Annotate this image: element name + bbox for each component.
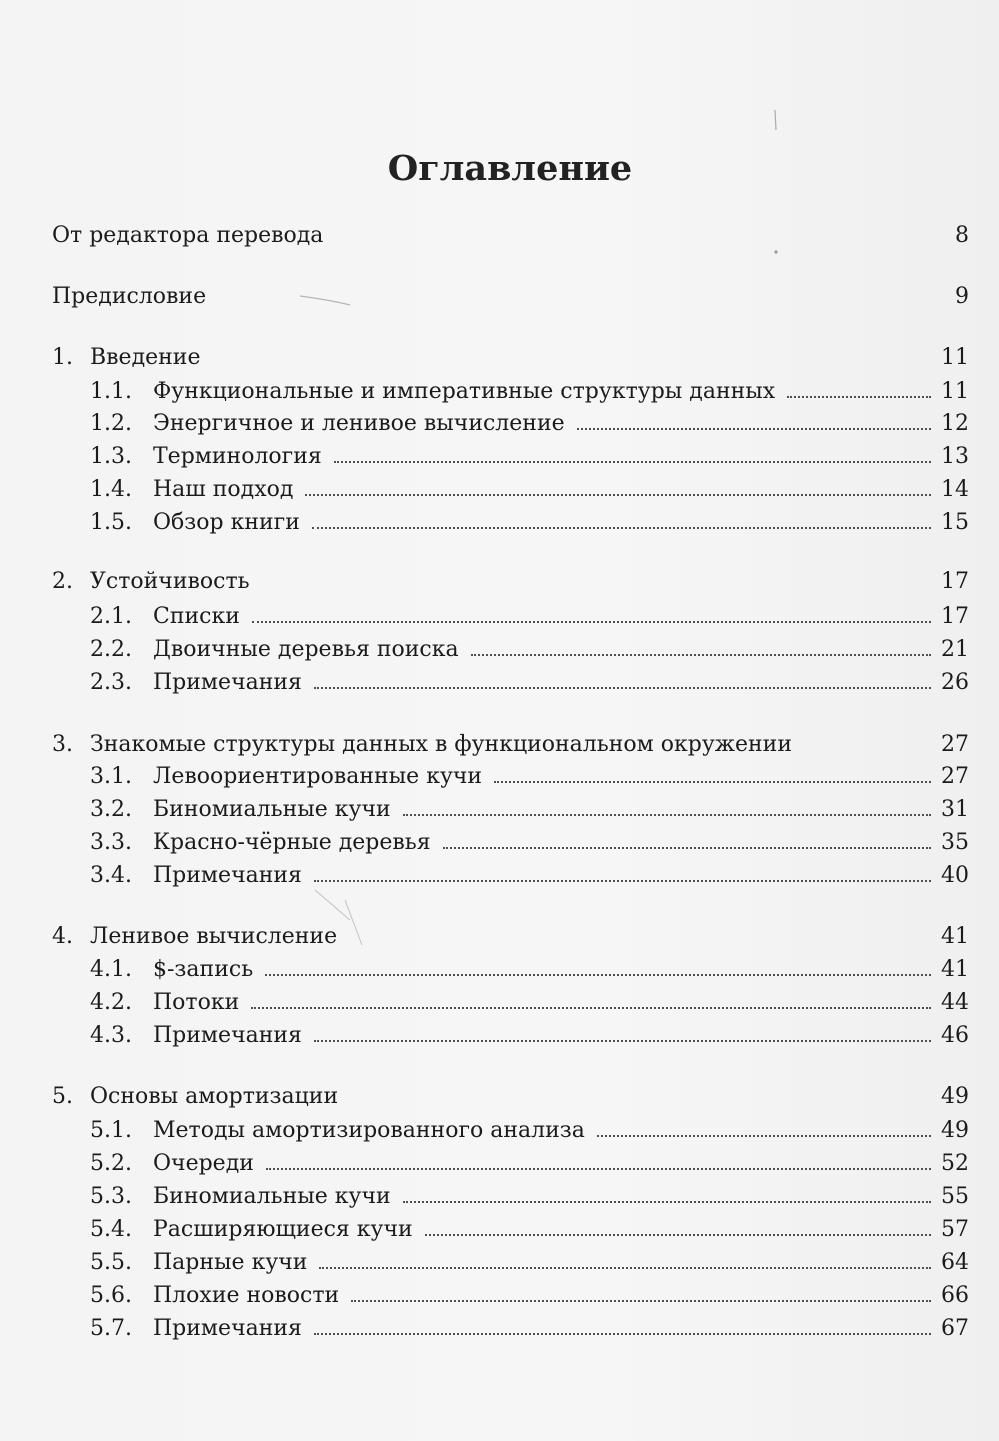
toc-section-5-7[interactable]	[90, 1314, 969, 1344]
chapter-page: 49	[941, 1084, 969, 1109]
dot-leader	[403, 1200, 931, 1203]
section-label: Примечания	[153, 1023, 302, 1048]
dot-leader	[577, 427, 931, 430]
chapter-number: 1.	[52, 345, 73, 370]
toc-section-5-6[interactable]	[90, 1281, 969, 1311]
toc-entry-page: 9	[955, 284, 969, 309]
toc-section-5-1[interactable]	[90, 1116, 969, 1146]
section-page: 66	[941, 1283, 969, 1308]
section-page: 12	[941, 411, 969, 436]
section-number: 2.2.	[90, 637, 132, 662]
dot-leader	[265, 973, 931, 976]
toc-entry-page: 8	[955, 223, 969, 248]
dot-leader	[597, 1134, 931, 1137]
section-page: 15	[941, 510, 969, 535]
section-number: 5.5.	[90, 1250, 132, 1275]
dot-leader	[252, 620, 931, 623]
section-label: Обзор книги	[153, 510, 300, 535]
section-page: 35	[941, 830, 969, 855]
dot-leader	[305, 493, 931, 496]
dot-leader	[494, 780, 931, 783]
dot-leader	[471, 653, 931, 656]
section-page: 40	[941, 863, 969, 888]
dot-leader	[334, 460, 931, 463]
toc-section-4-2[interactable]	[90, 988, 969, 1018]
toc-section-3-1[interactable]	[90, 762, 969, 792]
chapter-label: Устойчивость	[90, 569, 250, 594]
chapter-page: 27	[941, 732, 969, 757]
section-label: Левоориентированные кучи	[153, 764, 483, 789]
section-number: 2.1.	[90, 604, 132, 629]
section-page: 46	[941, 1023, 969, 1048]
section-label: Очереди	[153, 1151, 254, 1176]
dot-leader	[314, 879, 931, 882]
dot-leader	[425, 1233, 931, 1236]
toc-section-4-3[interactable]	[90, 1021, 969, 1051]
toc-section-1-2[interactable]	[90, 409, 969, 439]
section-page: 21	[941, 637, 969, 662]
toc-section-1-5[interactable]	[90, 508, 969, 538]
dot-leader	[266, 1167, 931, 1170]
toc-section-5-4[interactable]	[90, 1215, 969, 1245]
toc-section-4-1[interactable]	[90, 955, 969, 985]
chapter-number: 5.	[52, 1084, 73, 1109]
section-label: Красно-чёрные деревья	[153, 830, 431, 855]
section-label: Энергичное и ленивое вычисление	[153, 411, 565, 436]
section-number: 3.3.	[90, 830, 132, 855]
section-number: 1.1.	[90, 379, 132, 404]
toc-chapter-3[interactable]	[52, 730, 969, 760]
section-number: 2.3.	[90, 670, 132, 695]
section-number: 1.5.	[90, 510, 132, 535]
dot-leader	[787, 395, 931, 398]
section-number: 4.3.	[90, 1023, 132, 1048]
section-label: Списки	[153, 604, 240, 629]
section-number: 5.1.	[90, 1118, 132, 1143]
toc-section-2-2[interactable]	[90, 635, 969, 665]
section-number: 3.1.	[90, 764, 132, 789]
toc-section-2-1[interactable]	[90, 602, 969, 632]
section-label: Плохие новости	[153, 1283, 340, 1308]
section-page: 67	[941, 1316, 969, 1341]
section-page: 17	[941, 604, 969, 629]
section-page: 44	[941, 990, 969, 1015]
section-page: 31	[941, 797, 969, 822]
section-number: 1.4.	[90, 477, 132, 502]
section-number: 4.1.	[90, 957, 132, 982]
toc-section-5-2[interactable]	[90, 1149, 969, 1179]
dot-leader	[251, 1006, 931, 1009]
chapter-label: Основы амортизации	[90, 1084, 339, 1109]
section-number: 1.3.	[90, 444, 132, 469]
section-number: 5.4.	[90, 1217, 132, 1242]
toc-entry-label: Предисловие	[52, 284, 207, 309]
toc-entry-front-preface[interactable]	[52, 282, 969, 312]
chapter-page: 41	[941, 924, 969, 949]
toc-section-5-3[interactable]	[90, 1182, 969, 1212]
section-label: Двоичные деревья поиска	[153, 637, 459, 662]
section-label: Методы амортизированного анализа	[153, 1118, 585, 1143]
section-page: 57	[941, 1217, 969, 1242]
dot-leader	[314, 686, 931, 689]
toc-section-1-3[interactable]	[90, 442, 969, 472]
section-label: Биномиальные кучи	[153, 797, 391, 822]
section-number: 5.2.	[90, 1151, 132, 1176]
section-number: 5.7.	[90, 1316, 132, 1341]
dot-leader	[314, 1332, 931, 1335]
toc-chapter-2[interactable]	[52, 567, 969, 597]
toc-section-3-2[interactable]	[90, 795, 969, 825]
dot-leader	[314, 1039, 931, 1042]
section-page: 41	[941, 957, 969, 982]
section-label: Парные кучи	[153, 1250, 308, 1275]
section-number: 5.6.	[90, 1283, 132, 1308]
section-label: Терминология	[153, 444, 322, 469]
chapter-page: 17	[941, 569, 969, 594]
section-number: 3.2.	[90, 797, 132, 822]
section-page: 49	[941, 1118, 969, 1143]
toc-chapter-5[interactable]	[52, 1082, 969, 1112]
section-page: 13	[941, 444, 969, 469]
toc-section-3-3[interactable]	[90, 828, 969, 858]
dot-leader	[319, 1266, 931, 1269]
chapter-label: Знакомые структуры данных в функциональном окружении	[90, 732, 793, 757]
section-label: $-запись	[153, 957, 254, 982]
section-number: 4.2.	[90, 990, 132, 1015]
section-number: 3.4.	[90, 863, 132, 888]
toc-chapter-4[interactable]	[52, 922, 969, 952]
chapter-label: Ленивое вычисление	[90, 924, 338, 949]
toc-entry-label: От редактора перевода	[52, 223, 324, 248]
section-page: 11	[941, 379, 969, 404]
section-page: 52	[941, 1151, 969, 1176]
toc-chapter-1[interactable]	[52, 343, 969, 373]
toc-section-2-3[interactable]	[90, 668, 969, 698]
section-label: Потоки	[153, 990, 240, 1015]
section-page: 26	[941, 670, 969, 695]
toc-section-1-4[interactable]	[90, 475, 969, 505]
dot-leader	[443, 846, 931, 849]
toc-section-1-1[interactable]	[90, 377, 969, 407]
section-label: Расширяющиеся кучи	[153, 1217, 413, 1242]
section-number: 5.3.	[90, 1184, 132, 1209]
chapter-label: Введение	[90, 345, 201, 370]
section-label: Примечания	[153, 1316, 302, 1341]
section-label: Наш подход	[153, 477, 294, 502]
section-number: 1.2.	[90, 411, 132, 436]
dot-leader	[351, 1299, 931, 1302]
toc-entry-front-editor[interactable]	[52, 221, 969, 251]
section-label: Биномиальные кучи	[153, 1184, 391, 1209]
toc-section-5-5[interactable]	[90, 1248, 969, 1278]
section-page: 55	[941, 1184, 969, 1209]
section-label: Примечания	[153, 863, 302, 888]
section-label: Функциональные и императивные структуры данных	[153, 379, 776, 404]
chapter-number: 3.	[52, 732, 73, 757]
chapter-page: 11	[941, 345, 969, 370]
section-page: 64	[941, 1250, 969, 1275]
dot-leader	[312, 526, 931, 529]
chapter-number: 4.	[52, 924, 73, 949]
chapter-number: 2.	[52, 569, 73, 594]
dot-leader	[403, 813, 931, 816]
section-page: 27	[941, 764, 969, 789]
toc-section-3-4[interactable]	[90, 861, 969, 891]
section-page: 14	[941, 477, 969, 502]
section-label: Примечания	[153, 670, 302, 695]
toc-title: Оглавление	[387, 148, 633, 190]
